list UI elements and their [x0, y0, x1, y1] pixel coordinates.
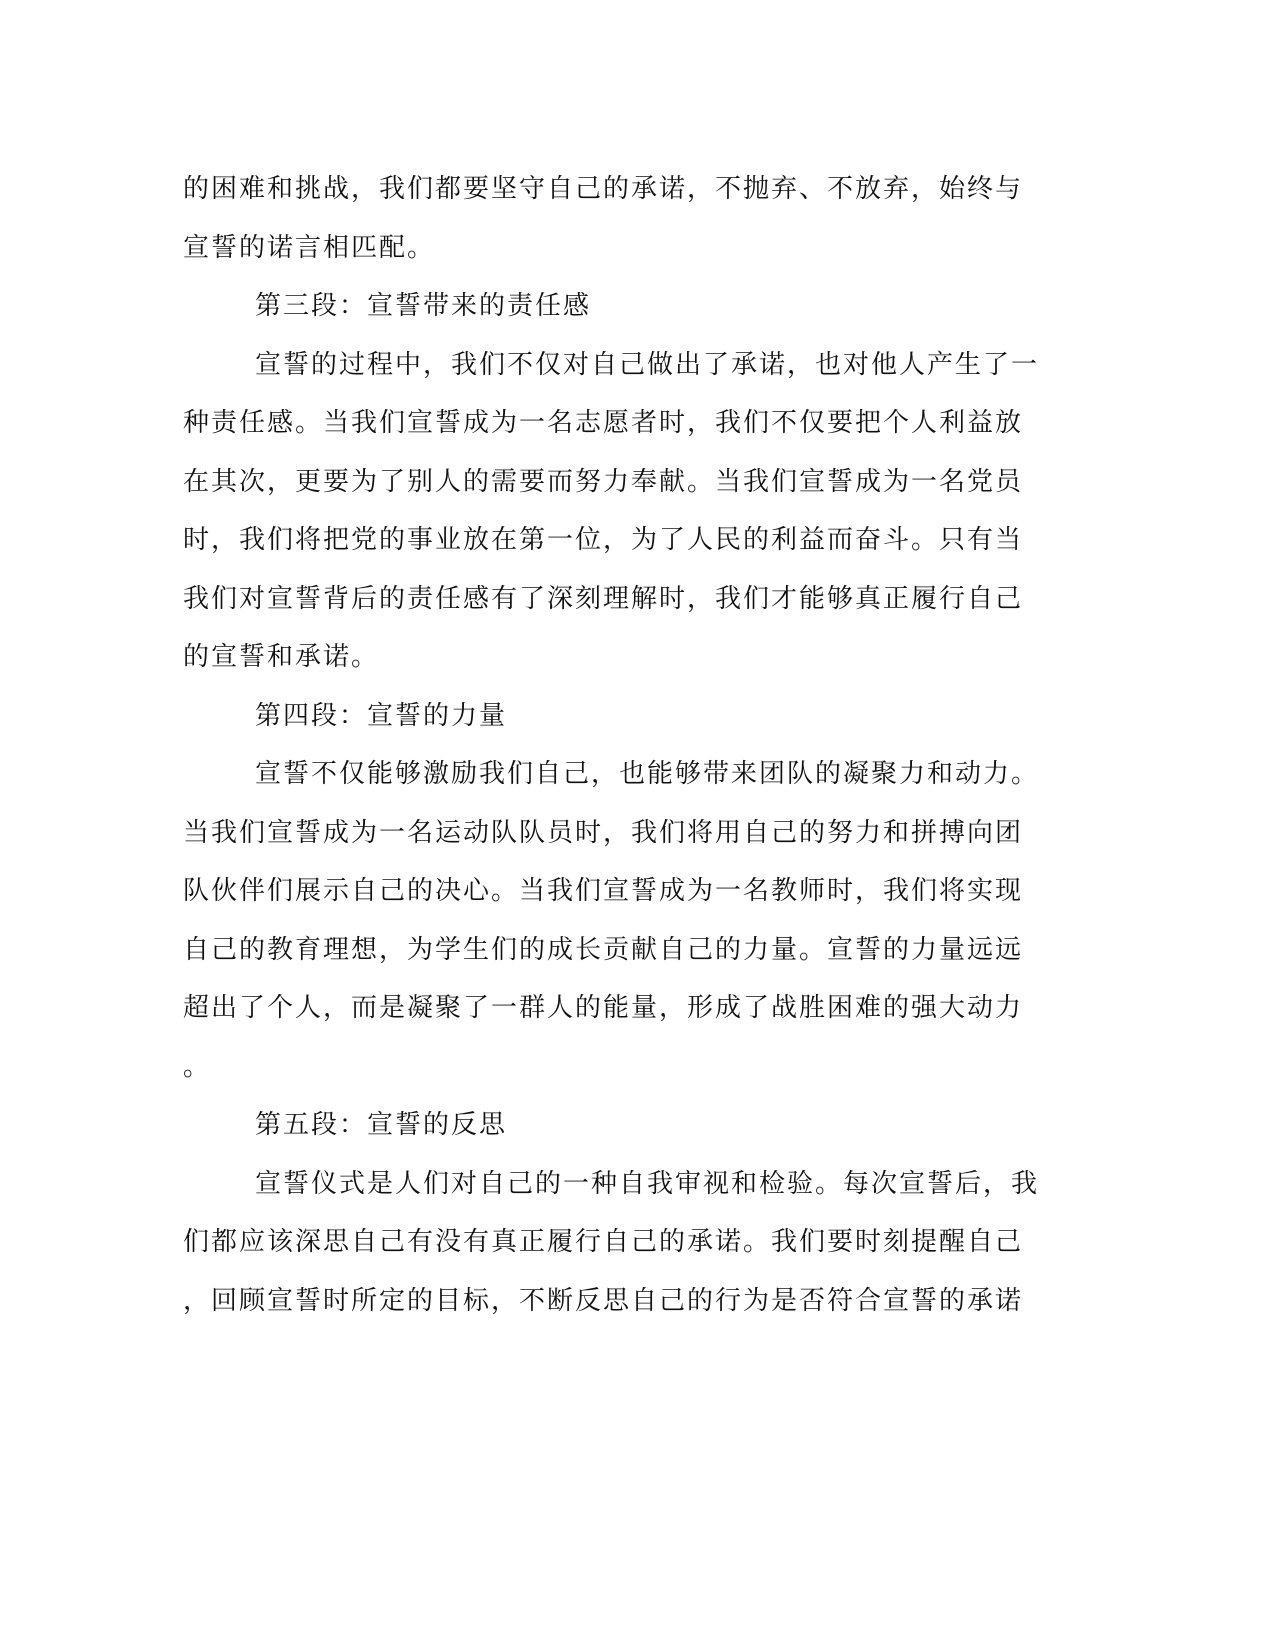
- text-line: 种责任感。当我们宣誓成为一名志愿者时，我们不仅要把个人利益放: [183, 408, 1024, 438]
- text-line: 的宣誓和承诺。: [183, 642, 380, 672]
- text-line: 的困难和挑战，我们都要坚守自己的承诺，不抛弃、不放弃，始终与: [183, 174, 1024, 204]
- text-line: 。: [183, 1051, 212, 1082]
- text-line: 们都应该深思自己有没有真正履行自己的承诺。我们要时刻提醒自己: [183, 1227, 1024, 1257]
- section-heading-5: 第五段：宣誓的反思: [255, 1110, 508, 1140]
- section-heading-3: 第三段：宣誓带来的责任感: [255, 291, 592, 321]
- text-line: 队伙伴们展示自己的决心。当我们宣誓成为一名教师时，我们将实现: [183, 876, 1024, 906]
- text-line: 时，我们将把党的事业放在第一位，为了人民的利益而奋斗。只有当: [183, 525, 1024, 555]
- text-line: 宣誓仪式是人们对自己的一种自我审视和检验。每次宣誓后，我: [255, 1168, 1040, 1199]
- document-body: [183, 160, 1040, 1330]
- text-line: ，回顾宣誓时所定的目标，不断反思自己的行为是否符合宣誓的承诺: [183, 1285, 1024, 1316]
- text-line: 宣誓的过程中，我们不仅对自己做出了承诺，也对他人产生了一: [255, 349, 1040, 380]
- section-heading-4: 第四段：宣誓的力量: [255, 700, 508, 731]
- text-line: 我们对宣誓背后的责任感有了深刻理解时，我们才能够真正履行自己: [183, 583, 1024, 614]
- text-line: 宣誓的诺言相匹配。: [183, 232, 436, 263]
- text-line: 超出了个人，而是凝聚了一群人的能量，形成了战胜困难的强大动力: [183, 993, 1024, 1023]
- text-line: 当我们宣誓成为一名运动队队员时，我们将用自己的努力和拼搏向团: [183, 817, 1024, 848]
- text-line: 在其次，更要为了别人的需要而努力奉献。当我们宣誓成为一名党员: [183, 466, 1024, 497]
- text-line: 宣誓不仅能够激励我们自己，也能够带来团队的凝聚力和动力。: [255, 759, 1040, 789]
- text-line: 自己的教育理想，为学生们的成长贡献自己的力量。宣誓的力量远远: [183, 934, 1024, 965]
